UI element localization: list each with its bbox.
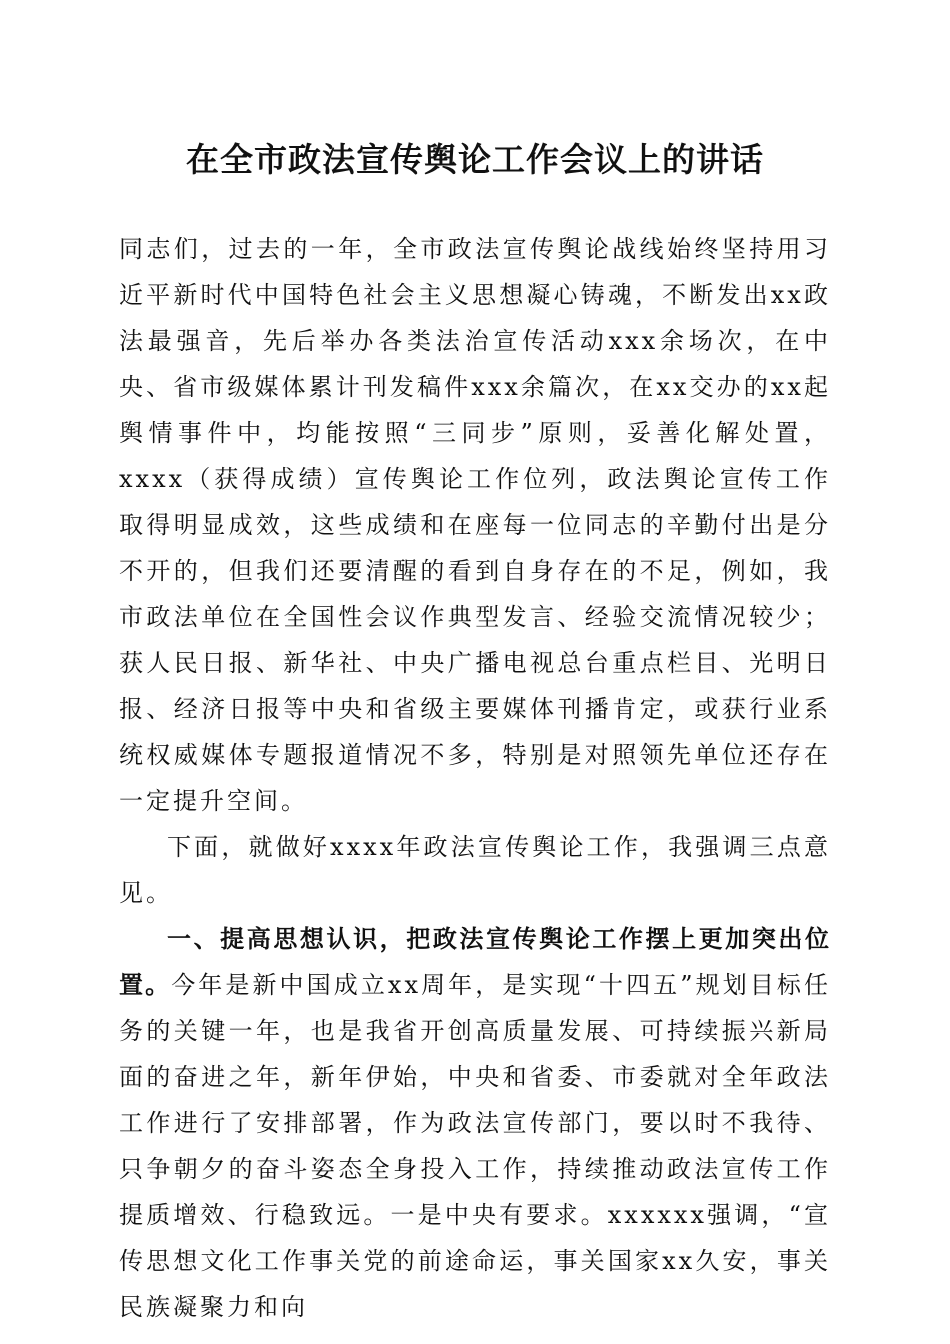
paragraph-section-one [119, 916, 831, 1330]
paragraph-transition: 下面，就做好xxxx年政法宣传舆论工作，我强调三点意见。 [119, 833, 831, 907]
document-title: 在全市政法宣传舆论工作会议上的讲话 [186, 140, 764, 179]
section-one-heading: 一、提高思想认识，把政法宣传舆论工作摆上更加突出位置。 [119, 924, 831, 999]
document-body [119, 226, 831, 1330]
section-one-text: 今年是新中国成立xx周年，是实现“十四五”规划目标任务的关键一年，也是我省开创高质量发展、可持续振兴新局面的奋进之年，新年伊始，中央和省委、市委就对全年政法工作进行了安排部署，作为政法宣传部门，要以时不我待、只争朝夕的奋斗姿态全身投入工作，持续推动政法宣传工作提质增效、行稳致远。一是中央有要求。xxxxxx强调，“宣传思想文化工作事关党的前途命运，事关国家xx久安，事关民族凝聚力和向 [119, 971, 832, 1321]
paragraph-opening: 同志们，过去的一年，全市政法宣传舆论战线始终坚持用习近平新时代中国特色社会主义思想凝心铸魂，不断发出xx政法最强音，先后举办各类法治宣传活动xxx余场次，在中央、省市级媒体累计刊发稿件xxx余篇次，在xx交办的xx起舆情事件中，均能按照“三同步”原则，妥善化解处置，xxxx（获得成绩）宣传舆论工作位列，政法舆论宣传工作取得明显成效，这些成绩和在座每一位同志的辛勤付出是分不开的，但我们还要清醒的看到自身存在的不足，例如，我市政法单位在全国性会议作典型发言、经验交流情况较少；获人民日报、新华社、中央广播电视总台重点栏目、光明日报、经济日报等中央和省级主要媒体刊播肯定，或获行业系统权威媒体专题报道情况不多，特别是对照领先单位还存在一定提升空间。 [119, 235, 831, 815]
